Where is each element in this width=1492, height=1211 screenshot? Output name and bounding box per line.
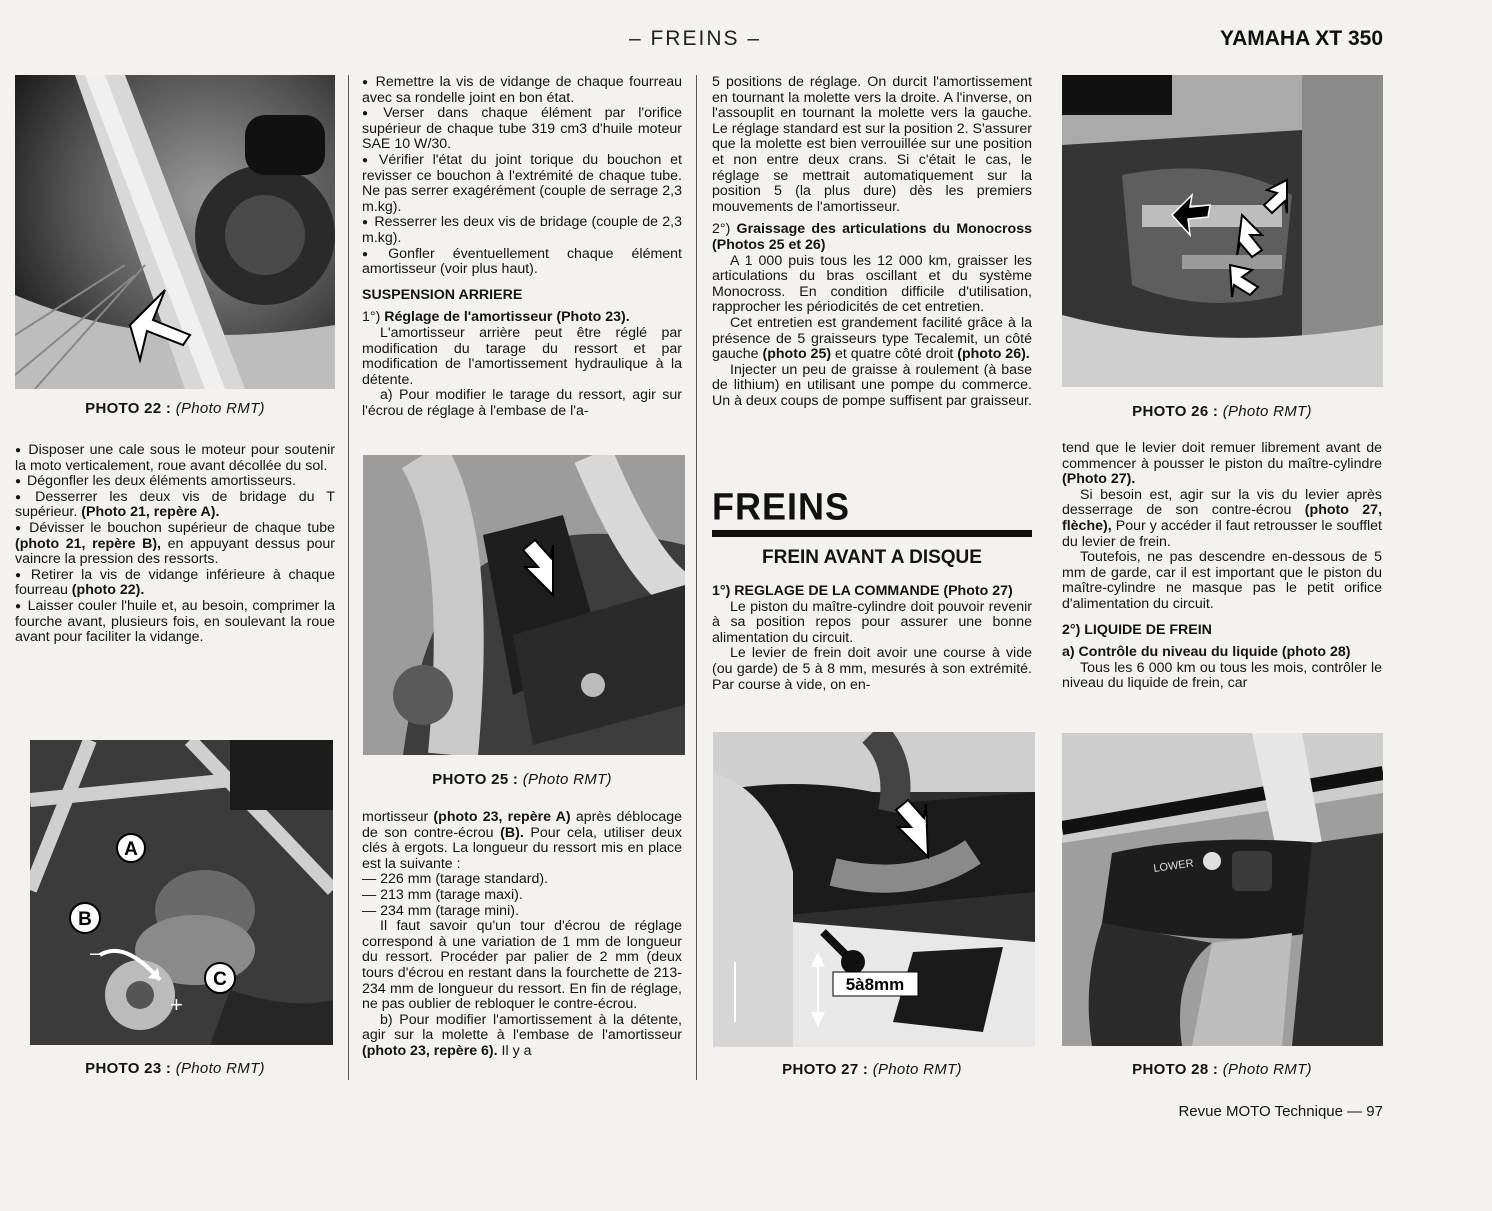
photo-26: [1062, 75, 1383, 387]
bullet-item: ● Disposer une cale sous le moteur pour soutenir la moto verticalement, roue avant décollée du sol.: [15, 443, 335, 474]
paragraph: b) Pour modifier l'amortissement à la détente, agir sur la molette à l'embase de l'amortisseur (photo 23, repère 6). Il y a: [362, 1011, 682, 1059]
paragraph: Cet entretien est grandement facilité grâce à la présence de 5 graisseurs type Tecalemit, un côté gauche (photo 25) et quatre côté droit (photo 26).: [712, 314, 1032, 363]
marker-b: [70, 903, 100, 933]
subheading: 2°) LIQUIDE DE FREIN: [1062, 621, 1212, 638]
photo-23-caption: PHOTO 23 : (Photo RMT): [85, 1060, 265, 1077]
svg-text:5à8mm: 5à8mm: [845, 975, 905, 994]
list-item: — 234 mm (tarage mini).: [362, 902, 519, 919]
photo-28-caption: PHOTO 28 : (Photo RMT): [1132, 1061, 1312, 1078]
section-title: FREIN AVANT A DISQUE: [762, 547, 982, 568]
bullet-item: ● Verser dans chaque élément par l'orifice supérieur de chaque tube 319 cm3 d'huile moteur SAE 10 W/30.: [362, 106, 682, 153]
photo-23: [30, 740, 333, 1045]
marker-a: [117, 834, 145, 862]
photo-22-caption: PHOTO 22 : (Photo RMT): [85, 400, 265, 417]
subheading: 2°) Graissage des articulations du Monocross (Photos 25 et 26): [712, 221, 1032, 253]
svg-text:B: B: [78, 909, 92, 930]
chapter-title: FREINS: [712, 484, 851, 528]
paragraph: a) Pour modifier le tarage du ressort, agir sur l'écrou de réglage à l'embase de l'a-: [362, 387, 682, 419]
lower-mark-label: LOWER: [1152, 857, 1195, 875]
paragraph: mortisseur (photo 23, repère A) après déblocage de son contre-écrou (B). Pour cela, utiliser deux clés à ergots. La longueur du ressort mis en place est la suivante :: [362, 809, 682, 872]
photo-27-caption: PHOTO 27 : (Photo RMT): [782, 1061, 962, 1078]
minus-label: –: [90, 940, 103, 965]
list-item: — 226 mm (tarage standard).: [362, 871, 549, 888]
column-3-text-top: [712, 75, 1032, 409]
bullet-item: ● Vérifier l'état du joint torique du bouchon et revisser ce bouchon à l'extrémité de chaque tube. Ne pas serrer exagérément (couple de serrage 2,3 m.kg).: [362, 153, 682, 215]
paragraph: Si besoin est, agir sur la vis du levier après desserrage de son contre-écrou (photo 27, flèche), Pour y accéder il faut retrousser le soufflet du levier de frein.: [1062, 486, 1383, 550]
bullet-item: ● Resserrer les deux vis de bridage (couple de 2,3 m.kg).: [362, 215, 682, 246]
paragraph: L'amortisseur arrière peut être réglé par modification du tarage du ressort et par modification de l'amortissement hydraulique à la détente.: [362, 324, 682, 388]
paragraph: 5 positions de réglage. On durcit l'amortissement en tournant la molette vers la droite. A l'inverse, on l'assouplit en tournant la molette vers la gauche. Le réglage standard est sur la position 2. S'assurer que la molette est bien verrouillée sur une position et non entre deux crans. Si c'était le cas, le réglage se mettrait automatiquement sur la position 5 (la plus dure) dès les premiers mouvements de l'amortisseur.: [712, 74, 1032, 215]
photo-27: [713, 732, 1035, 1047]
paragraph: tend que le levier doit remuer librement avant de commencer à pousser le piston du maître-cylindre (Photo 27).: [1062, 440, 1382, 488]
column-3-text-mid: [712, 584, 1032, 693]
column-rule: [348, 75, 349, 1080]
photo-22: [15, 75, 335, 389]
column-2-text-top: [362, 75, 682, 419]
photo-25-caption: PHOTO 25 : (Photo RMT): [432, 771, 612, 788]
chapter-title-rule: [712, 530, 1032, 537]
svg-text:C: C: [213, 969, 227, 990]
bullet-item: ● Gonfler éventuellement chaque élément amortisseur (voir plus haut).: [362, 247, 682, 278]
bullet-item: ● Dévisser le bouchon supérieur de chaque tube (photo 21, repère B), en appuyant dessus pour vaincre la pression des ressorts.: [15, 521, 335, 568]
running-header-brand: YAMAHA XT 350: [1220, 27, 1383, 50]
paragraph: Le levier de frein doit avoir une course à vide (ou garde) de 5 à 8 mm, mesurés à son extrémité. Par course à vide, on en-: [712, 645, 1032, 693]
plus-label: +: [170, 992, 183, 1017]
photo-28: [1062, 733, 1383, 1046]
photo-25: [363, 455, 685, 755]
paragraph: Tous les 6 000 km ou tous les mois, contrôler le niveau du liquide de frein, car: [1062, 659, 1382, 692]
paragraph: Il faut savoir qu'un tour d'écrou de réglage correspond à une variation de 1 mm de longueur du ressort. Procéder par palier de 2 mm (deux tours d'écrou en restant dans la fourchette de 213-234 mm de longueur du ressort. En fin de réglage, ne pas oublier de rebloquer le contre-écrou.: [362, 918, 682, 1013]
paragraph: Injecter un peu de graisse à roulement (à base de lithium) en utilisant une pompe du commerce. Un à deux coups de pompe suffisent par graisseur.: [712, 361, 1032, 409]
bullet-item: ● Desserrer les deux vis de bridage du T supérieur. (Photo 21, repère A).: [15, 490, 335, 521]
paragraph: Le piston du maître-cylindre doit pouvoir revenir à sa position repos pour assurer une bonne alimentation du circuit.: [712, 598, 1032, 646]
paragraph: Toutefois, ne pas descendre en-dessous de 5 mm de garde, car il est important que le piston du maître-cylindre ne masque pas le petit orifice d'alimentation du circuit.: [1062, 549, 1382, 612]
subheading: 1°) REGLAGE DE LA COMMANDE (Photo 27): [712, 583, 1013, 599]
bullet-item: ● Retirer la vis de vidange inférieure à chaque fourreau (photo 22).: [15, 568, 335, 599]
subheading: 1°) Réglage de l'amortisseur (Photo 23).: [362, 309, 630, 326]
column-1-text: [15, 443, 335, 646]
bullet-item: ● Dégonfler les deux éléments amortisseurs.: [15, 474, 335, 490]
column-2-text-bottom: [362, 810, 682, 1060]
bullet-item: ● Remettre la vis de vidange de chaque fourreau avec sa rondelle joint en bon état.: [362, 75, 682, 106]
column-rule: [696, 75, 697, 1080]
column-4-text: [1062, 441, 1382, 692]
paragraph: A 1 000 puis tous les 12 000 km, graisser les articulations du bras oscillant et du système Monocross. En condition difficile d'utilisation, rapprocher les périodicités de cet entretien.: [712, 252, 1032, 316]
section-heading: SUSPENSION ARRIERE: [362, 286, 523, 303]
list-item: — 213 mm (tarage maxi).: [362, 886, 523, 903]
bullet-item: ● Laisser couler l'huile et, au besoin, comprimer la fourche avant, plusieurs fois, en soulevant la roue avant pour faciliter la vidange.: [15, 599, 335, 646]
marker-c: [205, 963, 235, 993]
subheading: a) Contrôle du niveau du liquide (photo 28): [1062, 644, 1351, 661]
page-footer: Revue MOTO Technique — 97: [1178, 1103, 1383, 1120]
running-header-section: – FREINS –: [628, 27, 762, 50]
photo-26-caption: PHOTO 26 : (Photo RMT): [1132, 403, 1312, 420]
svg-text:A: A: [124, 839, 138, 860]
